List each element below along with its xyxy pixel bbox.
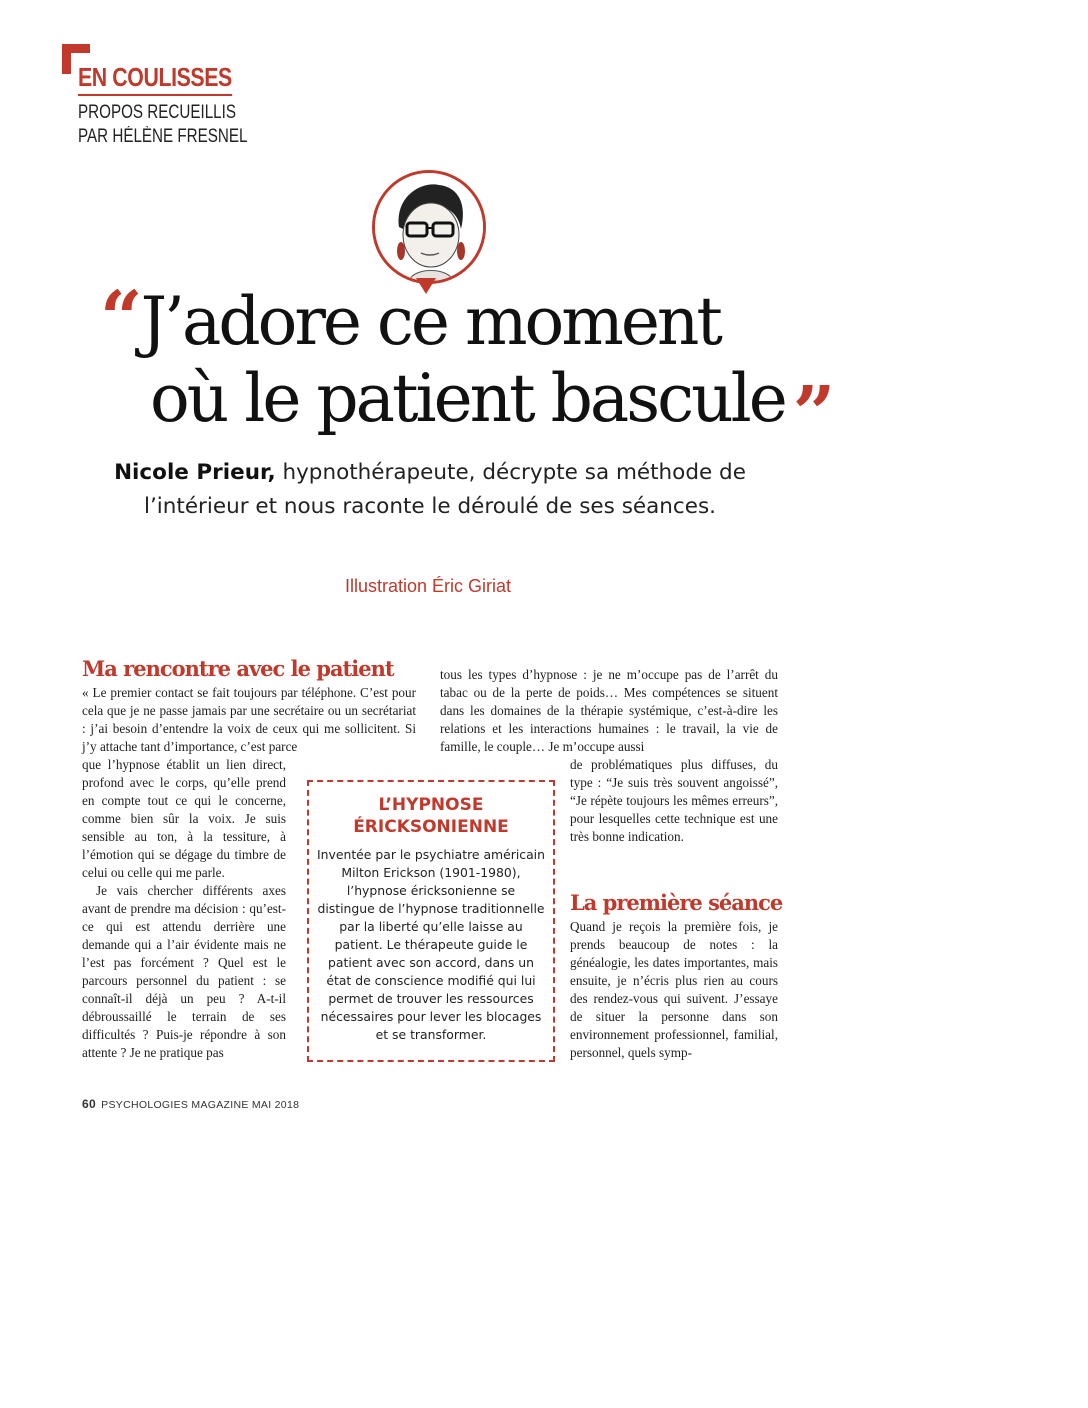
paragraph-intro: « Le premier contact se fait toujours par téléphone. C’est pour cela que je ne passe jamais par une secrétaire ou un secrétariat : j’ai besoin d’entendre la voix de ceux qui me sollicitent. Si j’y attache tant d’importance, c’est parce (82, 685, 416, 754)
body-text-column-1 (82, 756, 286, 1062)
portrait-drawing (375, 173, 483, 281)
rubric-corner-mark-top (62, 44, 90, 53)
publication-info: PSYCHOLOGIES MAGAZINE MAI 2018 (101, 1099, 300, 1111)
section-rubric: EN COULISSES (78, 62, 232, 96)
illustration-credit: Illustration Éric Giriat (344, 576, 512, 596)
paragraph-premiere-seance: Quand je reçois la première fois, je prends beaucoup de notes : la généalogie, les dates importantes, mais ensuite, je n’écris plus rien au cours des rendez-vous qui suivent. J’essaye de situer la personne dans son environnement professionnel, familial, personnel, quels symp- (570, 919, 778, 1060)
sidebar-text: Inventée par le psychiatre américain Milton Erickson (1901-1980), l’hypnose éricksonienne se distingue de l’hypnose traditionnelle par la liberté qu’elle laisse au patient. Le thérapeute guide le patient avec son accord, dans un état de conscience modifié qui lui permet de trouver les ressources nécessaires pour lever les blocages et se transformer. (317, 847, 545, 1042)
title-line-1 (100, 276, 820, 362)
article-title (100, 276, 828, 457)
title-line-1-text: J’adore ce moment (140, 283, 720, 360)
byline-line-1: PROPOS RECUEILLIS (78, 102, 236, 123)
interviewee-name: Nicole Prieur, (114, 460, 276, 485)
byline-line-2: PAR HÉLÈNE FRESNEL (78, 126, 248, 147)
standfirst-text: hypnothérapeute, décrypte sa méthode de l’intérieur et nous raconte le déroulé de ses séances. (143, 460, 746, 519)
close-quote-mark: ” (792, 371, 828, 457)
body-text-column-3 (570, 918, 778, 1062)
sidebar-title-line-1: L’HYPNOSE (378, 795, 484, 815)
body-text-column-2-bottom (570, 756, 778, 846)
page-footer (82, 1097, 299, 1111)
body-text-column-2-top (440, 666, 778, 756)
page-number: 60 (82, 1097, 96, 1111)
subheading-rencontre: Ma rencontre avec le patient (82, 656, 394, 681)
sidebar-title (307, 794, 555, 838)
title-line-2 (100, 359, 828, 457)
sidebar-title-line-2: ÉRICKSONIENNE (353, 817, 509, 837)
paragraph-voice: que l’hypnose établit un lien direct, profond avec le corps, qu’elle prend en compte tout ce qui le concerne, comme bien sûr la voix. Je suis sensible au ton, à la tessiture, à l’émotion qui se dégage du timbre de celui ou celle qui me parle. (82, 757, 286, 880)
paragraph-problematiques: de problématiques plus diffuses, du type : “Je suis très souvent angoissé”, “Je répète toujours les mêmes erreurs”, pour lesquelles cette technique est une très bonne indication. (570, 757, 778, 844)
body-text-intro (82, 684, 416, 756)
open-quote-mark: “ (100, 276, 135, 362)
paragraph-axes: Je vais chercher différents axes avant de prendre ma décision : qu’est-ce qui est attendu derrière une demande qui a l’air évidente mais ne l’est pas forcément ? Quel est le parcours personnel du patient : se connaît-il déjà un peu ? A-t-il débroussaillé le terrain de ses difficultés ? Puis-je répondre à son attente ? Je ne pratique pas (82, 883, 286, 1060)
paragraph-types: tous les types d’hypnose : je ne m’occupe pas de l’arrêt du tabac ou de la perte de poids… Mes compétences se situent dans les domaines de la thérapie systémique, c’est-à-dire les relations et les interactions humaines : le travail, la vie de famille, le couple… Je m’occupe aussi (440, 667, 778, 754)
subheading-premiere-seance: La première séance (570, 890, 783, 915)
portrait-illustration (372, 170, 486, 284)
title-line-2-text: où le patient bascule (150, 360, 785, 437)
standfirst (60, 456, 800, 524)
